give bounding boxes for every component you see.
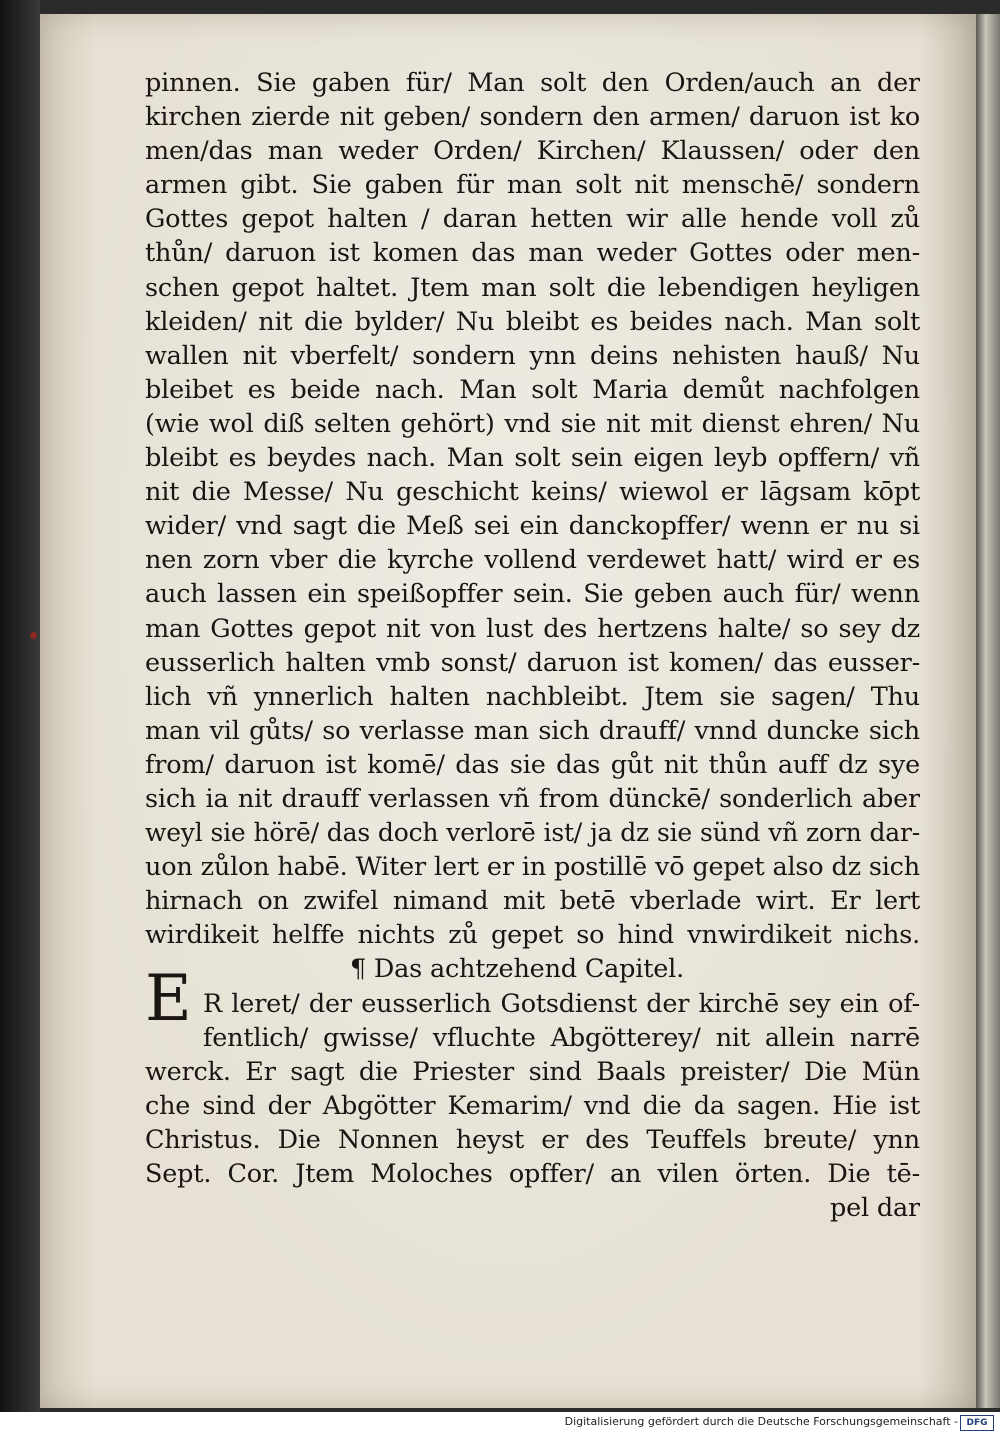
text-line: eusserlich halten vmb sonst/ daruon ist komen/ das eusser- <box>145 647 920 678</box>
text-line: men/das man weder Orden/ Kirchen/ Klaussen/ oder den <box>145 136 920 167</box>
text-line: uon zůlon habē. Witer lert er in postillē vō gepet also dz sich <box>145 852 920 883</box>
footer-credit: Digitalisierung gefördert durch die Deutsche Forschungsgemeinschaft - <box>564 1415 958 1428</box>
text-line: che sind der Abgötter Kemarim/ vnd die da sagen. Hie ist <box>145 1090 920 1121</box>
text-line: lich vñ ynnerlich halten nachbleibt. Jtem sie sagen/ Thu <box>145 681 920 712</box>
text-line: wider/ vnd sagt die Meß sei ein danckopffer/ wenn er nu si <box>145 511 920 542</box>
text-line: wirdikeit helffe nichts zů gepet so hind vnwirdikeit nichs. <box>145 920 920 951</box>
text-line: sich ia nit drauff verlassen vñ from dünckē/ sonderlich aber <box>145 783 920 814</box>
text-line: bleibet es beide nach. Man solt Maria demůt nachfolgen <box>145 374 920 405</box>
text-line: armen gibt. Sie gaben für man solt nit menschē/ sondern <box>145 170 920 201</box>
text-line: bleibt es beydes nach. Man solt sein eigen leyb opffern/ vñ <box>145 443 920 474</box>
binding-shadow <box>0 0 40 1412</box>
drop-cap-initial: E <box>145 962 192 1036</box>
text-line: Christus. Die Nonnen heyst er des Teuffels breute/ ynn <box>145 1124 920 1155</box>
text-line: fentlich/ gwisse/ vfluchte Abgötterey/ nit allein narrē <box>203 1022 920 1053</box>
page-text <box>145 66 920 1225</box>
text-line: (wie wol diß selten gehört) vnd sie nit mit dienst ehren/ Nu <box>145 408 920 439</box>
text-line: kleiden/ nit die bylder/ Nu bleibt es beides nach. Man solt <box>145 306 920 337</box>
text-line: man Gottes gepot nit von lust des hertzens halte/ so sey dz <box>145 613 920 644</box>
text-line: from/ daruon ist komē/ das sie das gůt nit thůn auff dz sye <box>145 749 920 780</box>
text-line: nit die Messe/ Nu geschicht keins/ wiewol er lāgsam kōpt <box>145 477 920 508</box>
red-mark <box>30 632 37 639</box>
dfg-logo[interactable]: DFG <box>960 1415 994 1431</box>
chapter-heading: ¶ Das achtzehend Capitel. <box>350 954 685 985</box>
text-line: nen zorn vber die kyrche vollend verdewet hatt/ wird er es <box>145 545 920 576</box>
catchword: pel dar <box>830 1193 920 1224</box>
text-line: schen gepot haltet. Jtem man solt die lebendigen heyligen <box>145 272 920 303</box>
page-edge <box>976 14 1000 1408</box>
text-line: pinnen. Sie gaben für/ Man solt den Orden/auch an der <box>145 68 920 98</box>
text-line: hirnach on zwifel nimand mit betē vberlade wirt. Er lert <box>145 886 920 917</box>
text-line: man vil gůts/ so verlasse man sich drauff/ vnnd duncke sich <box>145 715 920 746</box>
footer-bar <box>0 1412 1000 1432</box>
text-line: wallen nit vberfelt/ sondern ynn deins nehisten hauß/ Nu <box>145 340 920 371</box>
text-line: weyl sie hörē/ das doch verlorē ist/ ja dz sie sünd vñ zorn dar- <box>145 818 920 848</box>
text-line: Sept. Cor. Jtem Moloches opffer/ an vilen örten. Die tē- <box>145 1159 920 1189</box>
text-line: auch lassen ein speißopffer sein. Sie geben auch für/ wenn <box>145 579 920 610</box>
text-line: R leret/ der eusserlich Gotsdienst der kirchē sey ein of- <box>203 988 920 1019</box>
text-line: kirchen zierde nit geben/ sondern den armen/ daruon ist ko <box>145 102 920 133</box>
text-line: werck. Er sagt die Priester sind Baals preister/ Die Mün <box>145 1056 920 1087</box>
text-line: thůn/ daruon ist komen das man weder Gottes oder men- <box>145 238 920 269</box>
text-line: Gottes gepot halten / daran hetten wir alle hende voll zů <box>145 204 920 235</box>
